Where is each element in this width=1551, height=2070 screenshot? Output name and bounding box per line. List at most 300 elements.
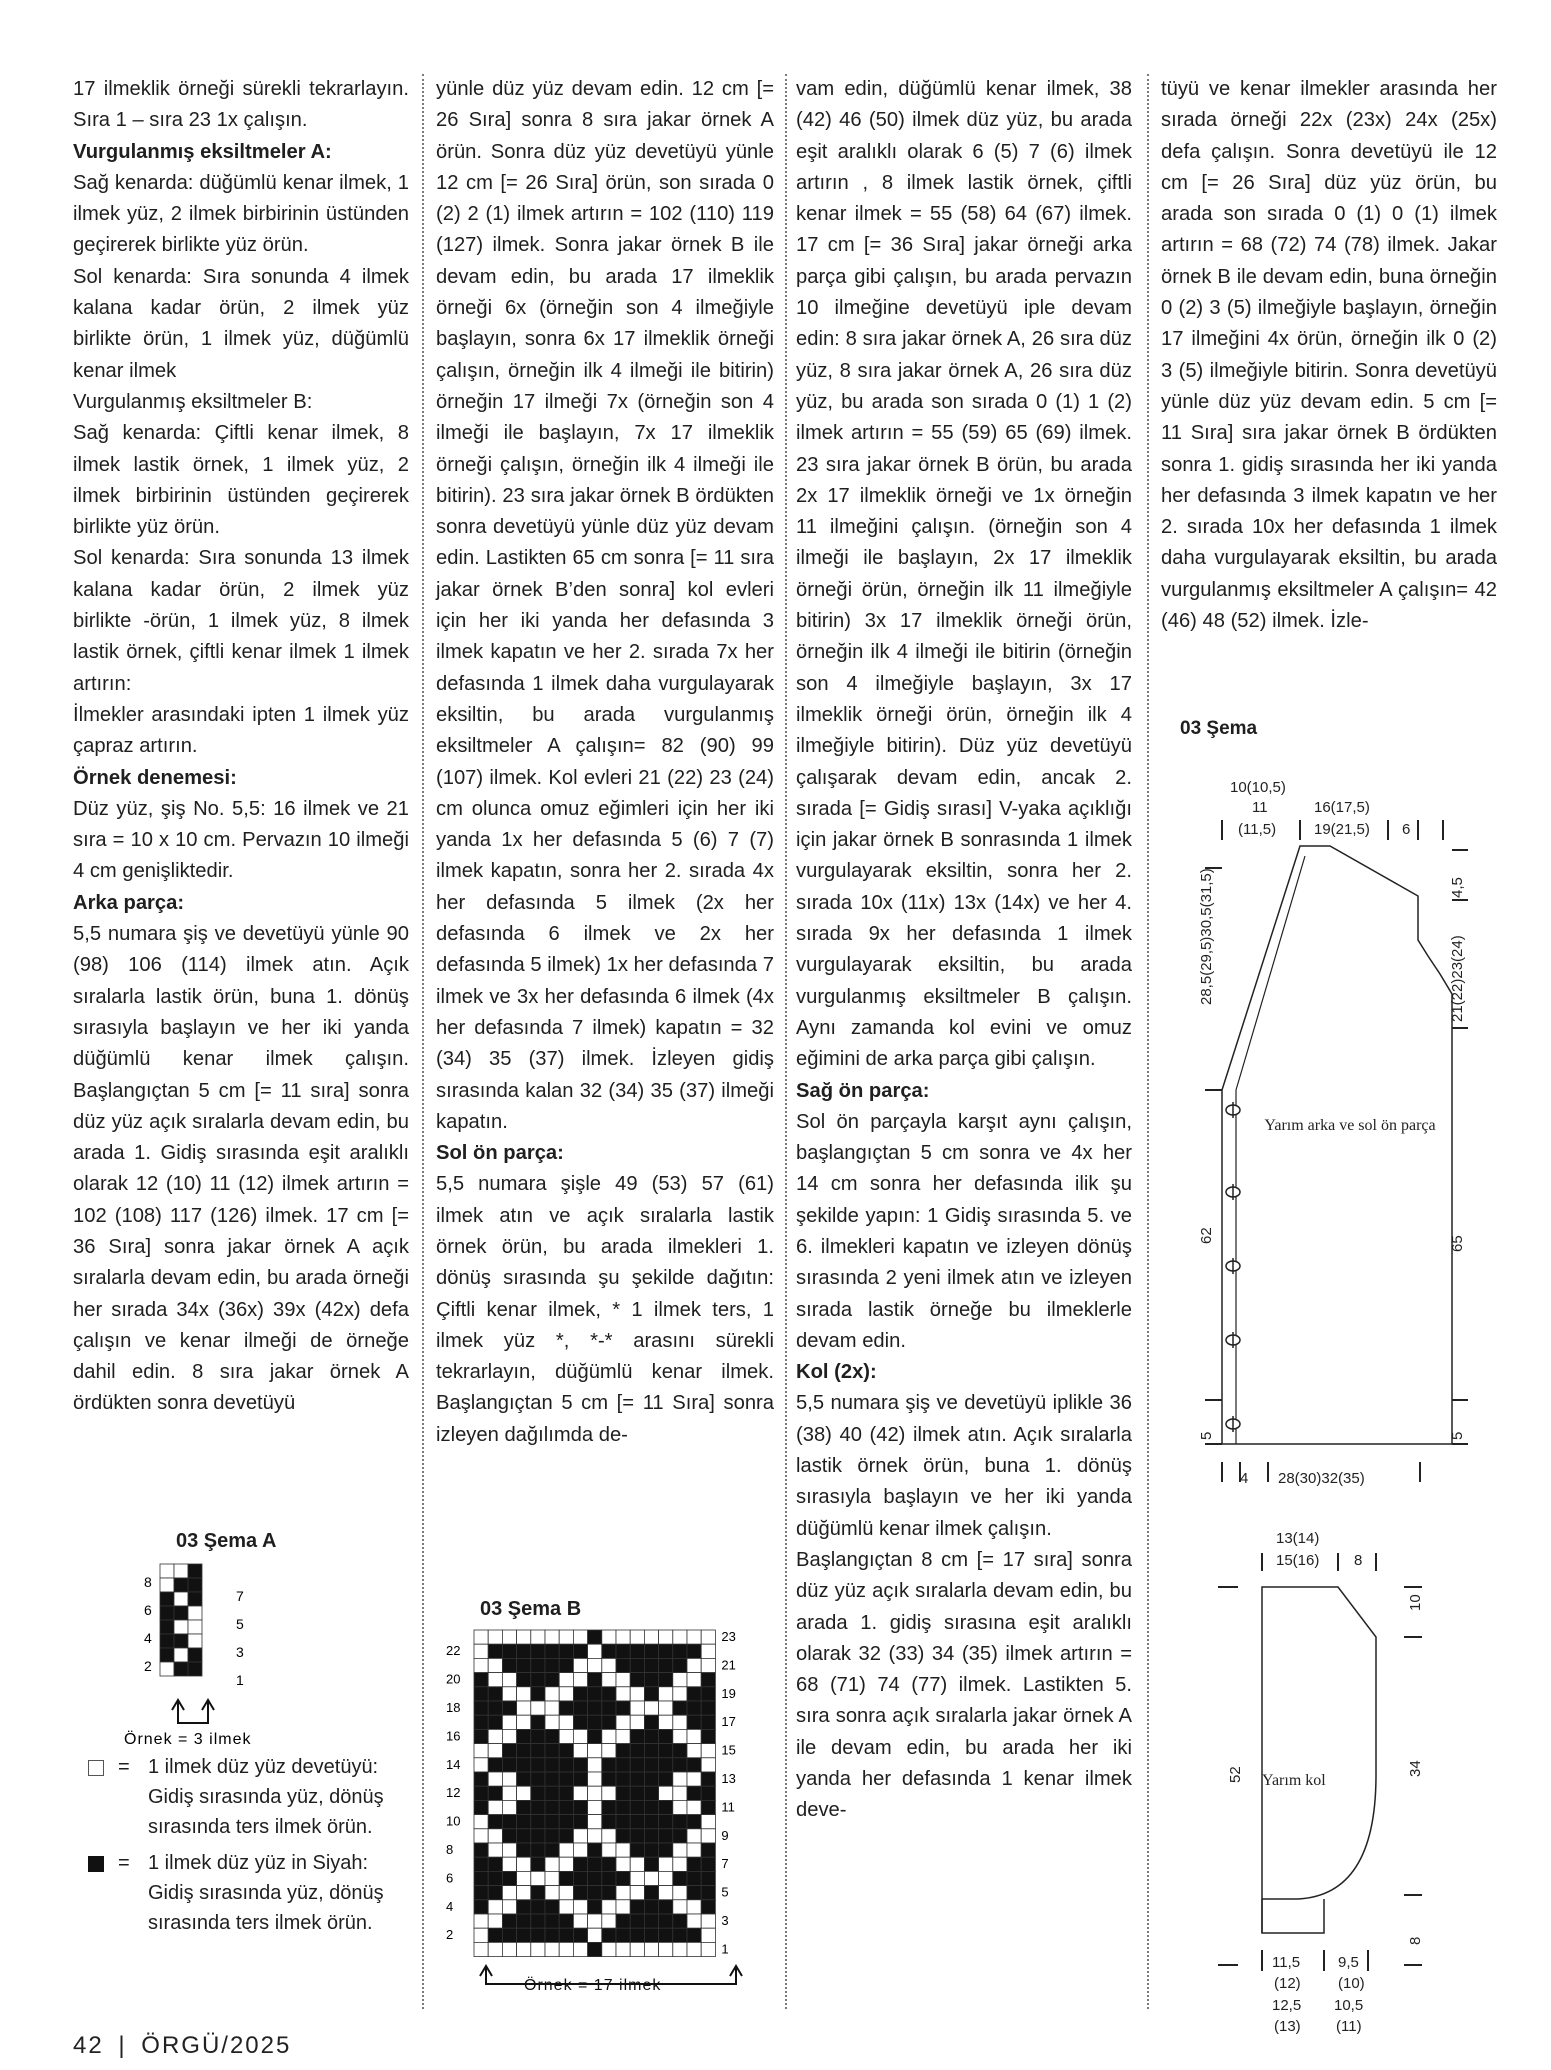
- legend-equals: =: [118, 1852, 130, 1874]
- schema-b-empty-cell: [701, 1744, 715, 1758]
- dim-label: 11: [1252, 799, 1268, 816]
- schema-b-filled-cell: [531, 1786, 545, 1800]
- schema-b-filled-cell: [616, 1914, 630, 1928]
- dim-label: 4: [1240, 1470, 1249, 1487]
- schema-b-filled-cell: [545, 1658, 559, 1672]
- schema-a-filled-cell: [160, 1620, 174, 1634]
- schema-b-empty-cell: [644, 1701, 658, 1715]
- repeat-bracket: [178, 1702, 208, 1723]
- schema-b-filled-cell: [659, 1829, 673, 1843]
- schema-b-filled-cell: [687, 1886, 701, 1900]
- schema-b-empty-cell: [488, 1829, 502, 1843]
- schema-b-empty-cell: [474, 1630, 488, 1644]
- schema-a-empty-cell: [188, 1620, 202, 1634]
- schema-b-empty-cell: [573, 1914, 587, 1928]
- schema-b-filled-cell: [545, 1928, 559, 1942]
- row-number: 10: [446, 1813, 461, 1829]
- schema-b-empty-cell: [502, 1673, 516, 1687]
- schema-b-empty-cell: [616, 1673, 630, 1687]
- schema-b-empty-cell: [588, 1658, 602, 1672]
- schema-b-empty-cell: [616, 1886, 630, 1900]
- schema-b-filled-cell: [502, 1914, 516, 1928]
- schema-b-empty-cell: [502, 1886, 516, 1900]
- schema-a-filled-cell: [174, 1578, 188, 1592]
- schema-b-filled-cell: [488, 1815, 502, 1829]
- schema-b-filled-cell: [474, 1729, 488, 1743]
- schema-b-empty-cell: [588, 1800, 602, 1814]
- schema-b-filled-cell: [616, 1744, 630, 1758]
- schema-b-filled-cell: [573, 1871, 587, 1885]
- schema-b-empty-cell: [573, 1900, 587, 1914]
- schema-b-filled-cell: [517, 1772, 531, 1786]
- schema-b-filled-cell: [630, 1815, 644, 1829]
- dim-label: 34: [1407, 1760, 1424, 1777]
- schema-b-empty-cell: [602, 1843, 616, 1857]
- schema-b-filled-cell: [545, 1800, 559, 1814]
- schema-b-filled-cell: [687, 1715, 701, 1729]
- diagram-label: Yarım kol: [1262, 1772, 1326, 1789]
- schema-b-empty-cell: [701, 1815, 715, 1829]
- schema-b-filled-cell: [559, 1786, 573, 1800]
- schema-b-empty-cell: [531, 1942, 545, 1956]
- paragraph: vam edin, düğümlü kenar ilmek, 38 (42) 46 (50) ilmek düz yüz, bu arada eşit aralıklı olarak 6 (5) 7 (6) ilmek artırın , 8 ilmek lastik örnek, çiftli kenar ilmek = 55 (58) 64 (67) ilmek. 17 cm [= 36 Sıra] jakar örneği arka parça gibi çalışın, bu arada pervazın 10 ilmeğine devetüyü iple devam edin: 8 sıra jakar örnek A, 26 sıra düz yüz, 8 sıra jakar örnek A, 26 sıra düz yüz, bu arada son sırada 0 (1) 1 (2) ilmek artırın = 55 (59) 65 (69) ilmek. 23 sıra jakar örnek B örün, bu arada 2x 17 ilmeklik örneği ve 1x örneğin 11 ilmeğini çalışın. (örneğin son 4 ilmeği ile başlayın, 2x 17 ilmeklik örneği örün, örneğin ilk 11 ilmeğiyle bitirin) 3x 17 ilmeklik örneği örün, örneğin ilk 4 ilmeği ile bitirin (örneğin son 4 ilmeğiyle başlayın, 3x 17 ilmeklik örneği örün, örneğin ilk 4 ilmeğiyle bitirin). Düz yüz devetüyü çalışarak devam edin, ancak 2. sırada [= Gidiş sırası] V-yaka açıklığı için jakar örnek B sonrasında 1 ilmek vurgulayarak eksiltin, sonra her 2. sırada 10x (11x) 13x (14x) ve her 4. sırada 9x her defasında 1 ilmek vurgulayarak eksiltin, bu arada vurgulanmış eksiltmeler B çalışın. Aynı zamanda kol evini ve omuz eğimini de arka parça gibi çalışın.: [796, 78, 1132, 1071]
- schema-b-filled-cell: [488, 1928, 502, 1942]
- column-separator: [422, 74, 424, 2009]
- schema-b-filled-cell: [616, 1815, 630, 1829]
- schema-b-filled-cell: [559, 1815, 573, 1829]
- schema-b-empty-cell: [687, 1843, 701, 1857]
- schema-b-filled-cell: [630, 1758, 644, 1772]
- schema-a-filled-cell: [174, 1662, 188, 1676]
- schema-b-empty-cell: [659, 1715, 673, 1729]
- schema-b-filled-cell: [488, 1644, 502, 1658]
- dim-label: 8: [1407, 1936, 1424, 1945]
- schema-b-filled-cell: [644, 1900, 658, 1914]
- schema-b-empty-cell: [559, 1729, 573, 1743]
- schema-b-empty-cell: [517, 1715, 531, 1729]
- row-number: 16: [446, 1728, 461, 1744]
- schema-b-empty-cell: [502, 1843, 516, 1857]
- row-number: 23: [721, 1629, 736, 1644]
- empty-square-icon: [88, 1760, 104, 1776]
- legend-equals: =: [118, 1756, 130, 1778]
- section-heading: Örnek denemesi:: [73, 766, 237, 789]
- schema-b-filled-cell: [644, 1786, 658, 1800]
- schema-b-filled-cell: [673, 1829, 687, 1843]
- dim-label: 65: [1449, 1235, 1466, 1252]
- dim-label: 8: [1354, 1552, 1363, 1569]
- schema-b-filled-cell: [659, 1644, 673, 1658]
- schema-b-empty-cell: [573, 1744, 587, 1758]
- schema-b-empty-cell: [573, 1630, 587, 1644]
- schema-b-filled-cell: [474, 1900, 488, 1914]
- schema-b-filled-cell: [559, 1658, 573, 1672]
- dim-label: (13): [1274, 2018, 1301, 2035]
- schema-b-filled-cell: [573, 1715, 587, 1729]
- schema-b-empty-cell: [488, 1843, 502, 1857]
- schema-b-empty-cell: [630, 1701, 644, 1715]
- dim-label: 19(21,5): [1314, 821, 1370, 838]
- section-heading: Kol (2x):: [796, 1361, 877, 1384]
- schema-b-empty-cell: [573, 1786, 587, 1800]
- schema-b-empty-cell: [588, 1829, 602, 1843]
- legend-row-empty: [86, 1752, 396, 1842]
- schema-b-filled-cell: [573, 1644, 587, 1658]
- schema-b-filled-cell: [673, 1815, 687, 1829]
- text-column-1: [73, 74, 409, 1420]
- schema-b-filled-cell: [701, 1687, 715, 1701]
- schema-b-empty-cell: [659, 1701, 673, 1715]
- schema-b-filled-cell: [545, 1729, 559, 1743]
- schema-b-empty-cell: [701, 1644, 715, 1658]
- schema-b-filled-cell: [588, 1843, 602, 1857]
- schema-a-filled-cell: [160, 1648, 174, 1662]
- page-footer: [73, 2032, 291, 2060]
- schema-b-filled-cell: [659, 1673, 673, 1687]
- schema-b-filled-cell: [616, 1701, 630, 1715]
- schema-b-empty-cell: [659, 1942, 673, 1956]
- schema-b-filled-cell: [659, 1928, 673, 1942]
- schema-b-filled-cell: [630, 1772, 644, 1786]
- schema-a-empty-cell: [160, 1578, 174, 1592]
- schema-b-empty-cell: [673, 1900, 687, 1914]
- schema-b-filled-cell: [701, 1871, 715, 1885]
- schema-b-filled-cell: [659, 1800, 673, 1814]
- schema-b-empty-cell: [517, 1886, 531, 1900]
- dim-label: 4,5: [1449, 877, 1466, 898]
- schema-b-empty-cell: [659, 1786, 673, 1800]
- paragraph: 17 ilmeklik örneği sürekli tekrarlayın. Sıra 1 – sıra 23 1x çalışın.: [73, 78, 409, 132]
- schema-b-filled-cell: [701, 1900, 715, 1914]
- schema-b-empty-cell: [559, 1942, 573, 1956]
- schema-b-filled-cell: [616, 1658, 630, 1672]
- dim-label: 28(30)32(35): [1278, 1470, 1365, 1487]
- schema-a-filled-cell: [160, 1606, 174, 1620]
- schema-b-empty-cell: [474, 1942, 488, 1956]
- row-number: 9: [721, 1827, 729, 1843]
- schema-b-filled-cell: [588, 1701, 602, 1715]
- schema-b-empty-cell: [474, 1744, 488, 1758]
- schema-b-empty-cell: [588, 1786, 602, 1800]
- schema-b-filled-cell: [474, 1857, 488, 1871]
- schema-b-filled-cell: [545, 1644, 559, 1658]
- schema-b-empty-cell: [559, 1715, 573, 1729]
- row-number: 15: [721, 1742, 736, 1758]
- schema-b-filled-cell: [687, 1687, 701, 1701]
- schema-b-filled-cell: [502, 1758, 516, 1772]
- row-number: 20: [446, 1671, 461, 1687]
- schema-b-filled-cell: [517, 1928, 531, 1942]
- schema-a-filled-cell: [188, 1648, 202, 1662]
- schema-b-filled-cell: [488, 1871, 502, 1885]
- schema-b-empty-cell: [602, 1829, 616, 1843]
- schema-b-filled-cell: [517, 1729, 531, 1743]
- schema-b-filled-cell: [531, 1687, 545, 1701]
- section-heading: Sol ön parça:: [436, 1142, 564, 1165]
- schema-b-empty-cell: [602, 1729, 616, 1743]
- schema-b-filled-cell: [545, 1815, 559, 1829]
- schema-b-empty-cell: [502, 1687, 516, 1701]
- schema-b-empty-cell: [531, 1871, 545, 1885]
- schema-a-empty-cell: [174, 1648, 188, 1662]
- schema-b-filled-cell: [616, 1772, 630, 1786]
- schema-b-empty-cell: [673, 1687, 687, 1701]
- schema-b-filled-cell: [517, 1900, 531, 1914]
- schema-b-filled-cell: [659, 1744, 673, 1758]
- schema-b-filled-cell: [673, 1914, 687, 1928]
- schema-b-filled-cell: [488, 1857, 502, 1871]
- schema-b-filled-cell: [517, 1829, 531, 1843]
- schema-b-empty-cell: [588, 1744, 602, 1758]
- paragraph: Düz yüz, şiş No. 5,5: 16 ilmek ve 21 sıra = 10 x 10 cm. Pervazın 10 ilmeği 4 cm genişliktedir.: [73, 797, 409, 883]
- schema-b-filled-cell: [659, 1658, 673, 1672]
- schema-a-filled-cell: [188, 1564, 202, 1578]
- schema-b-empty-cell: [545, 1701, 559, 1715]
- section-heading: Vurgulanmış eksiltmeler A:: [73, 140, 332, 163]
- schema-b-filled-cell: [630, 1900, 644, 1914]
- dim-label: 9,5: [1338, 1954, 1359, 1971]
- schema-b-filled-cell: [474, 1786, 488, 1800]
- schema-b-filled-cell: [545, 1843, 559, 1857]
- row-number: 1: [721, 1941, 729, 1957]
- section-heading: Arka parça:: [73, 891, 185, 914]
- schema-b-empty-cell: [573, 1673, 587, 1687]
- schema-b-empty-cell: [701, 1758, 715, 1772]
- schema-b-empty-cell: [701, 1942, 715, 1956]
- dim-label: 10,5: [1334, 1997, 1364, 2014]
- schema-b-filled-cell: [630, 1829, 644, 1843]
- footer-separator: |: [118, 2032, 127, 2059]
- schema-b-filled-cell: [474, 1687, 488, 1701]
- schema-b-empty-cell: [687, 1630, 701, 1644]
- schema-b-filled-cell: [630, 1729, 644, 1743]
- schema-b-filled-cell: [701, 1843, 715, 1857]
- dim-label: (10): [1338, 1975, 1365, 1992]
- dim-label: 16(17,5): [1314, 799, 1370, 816]
- schema-b-empty-cell: [602, 1630, 616, 1644]
- schema-b-filled-cell: [659, 1900, 673, 1914]
- schema-b-filled-cell: [545, 1758, 559, 1772]
- dim-label: 13(14): [1276, 1530, 1320, 1547]
- schema-b-empty-cell: [474, 1914, 488, 1928]
- sleeve-schema-diagram: [1210, 1525, 1510, 2035]
- schema-b-empty-cell: [616, 1942, 630, 1956]
- schema-b-filled-cell: [573, 1687, 587, 1701]
- schema-b-filled-cell: [559, 1772, 573, 1786]
- schema-b-empty-cell: [488, 1772, 502, 1786]
- schema-b-empty-cell: [673, 1786, 687, 1800]
- schema-b-filled-cell: [531, 1829, 545, 1843]
- schema-b-empty-cell: [673, 1857, 687, 1871]
- schema-b-filled-cell: [517, 1815, 531, 1829]
- schema-b-filled-cell: [545, 1772, 559, 1786]
- schema-b-empty-cell: [659, 1687, 673, 1701]
- schema-b-filled-cell: [644, 1829, 658, 1843]
- schema-b-filled-cell: [517, 1800, 531, 1814]
- schema-b-filled-cell: [644, 1658, 658, 1672]
- schema-b-empty-cell: [517, 1871, 531, 1885]
- schema-a-filled-cell: [160, 1634, 174, 1648]
- row-number: 3: [721, 1913, 729, 1928]
- schema-b-filled-cell: [531, 1886, 545, 1900]
- schema-b-filled-cell: [701, 1701, 715, 1715]
- schema-b-filled-cell: [602, 1857, 616, 1871]
- schema-b-empty-cell: [517, 1786, 531, 1800]
- row-number: 8: [446, 1842, 454, 1857]
- schema-b-empty-cell: [559, 1630, 573, 1644]
- schema-b-filled-cell: [673, 1744, 687, 1758]
- schema-b-empty-cell: [588, 1644, 602, 1658]
- schema-b-filled-cell: [559, 1701, 573, 1715]
- schema-b-filled-cell: [644, 1673, 658, 1687]
- schema-b-filled-cell: [488, 1715, 502, 1729]
- schema-b-filled-cell: [644, 1715, 658, 1729]
- schema-a-empty-cell: [174, 1592, 188, 1606]
- schema-b-filled-cell: [673, 1871, 687, 1885]
- schema-b-filled-cell: [659, 1772, 673, 1786]
- paragraph: 5,5 numara şiş ve devetüyü yünle 90 (98) 106 (114) ilmek atın. Açık sıralarla lastik örün, buna 1. dönüş sırasıyla başlayın ve her iki yanda düğümlü kenar ilmek çalışın. Başlangıçtan 5 cm [= 11 sıra] sonra düz yüz açık sıralarla devam edin, bu arada 1. Gidiş sırasında eşit aralıklı olarak 12 (10) 11 (12) ilmek artırın = 102 (108) 117 (126) ilmek. 17 cm [= 36 Sıra] sonra jakar örnek A açık sıralarla devam edin, bu arada örneği her sırada 34x (36x) 39x (42x) defa çalışın ve kenar ilmeği de örneğe dahil edin. 8 sıra jakar örnek A ördükten sonra devetüyü: [73, 923, 409, 1415]
- schema-b-filled-cell: [644, 1857, 658, 1871]
- schema-b-chart: [444, 1626, 774, 2006]
- repeat-label: Örnek = 17 ilmek: [524, 1977, 662, 1994]
- schema-b-empty-cell: [687, 1829, 701, 1843]
- schema-b-filled-cell: [616, 1871, 630, 1885]
- schema-b-empty-cell: [616, 1729, 630, 1743]
- schema-b-filled-cell: [630, 1928, 644, 1942]
- schema-b-empty-cell: [517, 1942, 531, 1956]
- schema-b-filled-cell: [644, 1758, 658, 1772]
- schema-b-filled-cell: [602, 1701, 616, 1715]
- dim-label: 15(16): [1276, 1552, 1320, 1569]
- schema-b-filled-cell: [701, 1786, 715, 1800]
- schema-b-filled-cell: [673, 1758, 687, 1772]
- schema-b-filled-cell: [517, 1843, 531, 1857]
- row-number: 19: [721, 1685, 736, 1701]
- row-number: 6: [446, 1870, 454, 1886]
- column-separator: [1147, 74, 1149, 2009]
- schema-b-empty-cell: [559, 1857, 573, 1871]
- schema-b-empty-cell: [588, 1928, 602, 1942]
- schema-b-title: 03 Şema B: [480, 1598, 582, 1620]
- schema-b-filled-cell: [644, 1886, 658, 1900]
- schema-b-filled-cell: [673, 1644, 687, 1658]
- schema-b-filled-cell: [644, 1729, 658, 1743]
- schema-b-filled-cell: [545, 1673, 559, 1687]
- schema-b-empty-cell: [588, 1914, 602, 1928]
- schema-b-empty-cell: [488, 1673, 502, 1687]
- schema-b-filled-cell: [474, 1673, 488, 1687]
- schema-b-empty-cell: [531, 1701, 545, 1715]
- schema-b-empty-cell: [616, 1843, 630, 1857]
- schema-b-filled-cell: [630, 1800, 644, 1814]
- schema-b-filled-cell: [588, 1687, 602, 1701]
- dim-label: 10: [1407, 1594, 1424, 1611]
- paragraph: Sol kenarda: Sıra sonunda 13 ilmek kalana kadar örün, 2 ilmek yüz birlikte -örün, 1 ilmek yüz, 8 ilmek lastik örnek, çiftli kenar ilmek 1 ilmek artırın:: [73, 547, 409, 695]
- schema-b-filled-cell: [474, 1871, 488, 1885]
- schema-b-empty-cell: [687, 1729, 701, 1743]
- schema-b-filled-cell: [502, 1871, 516, 1885]
- schema-b-empty-cell: [630, 1857, 644, 1871]
- schema-b-filled-cell: [701, 1800, 715, 1814]
- schema-b-empty-cell: [687, 1900, 701, 1914]
- schema-b-filled-cell: [644, 1772, 658, 1786]
- schema-b-filled-cell: [517, 1758, 531, 1772]
- schema-b-empty-cell: [588, 1758, 602, 1772]
- row-number: 18: [446, 1700, 461, 1715]
- schema-b-filled-cell: [659, 1815, 673, 1829]
- schema-b-empty-cell: [687, 1800, 701, 1814]
- schema-b-empty-cell: [474, 1815, 488, 1829]
- schema-b-filled-cell: [588, 1886, 602, 1900]
- schema-b-filled-cell: [573, 1701, 587, 1715]
- schema-b-filled-cell: [687, 1871, 701, 1885]
- row-number: 14: [446, 1756, 461, 1772]
- schema-b-filled-cell: [502, 1644, 516, 1658]
- schema-b-filled-cell: [573, 1800, 587, 1814]
- schema-b-empty-cell: [502, 1630, 516, 1644]
- row-number: 17: [721, 1714, 736, 1730]
- schema-b-filled-cell: [559, 1744, 573, 1758]
- schema-b-empty-cell: [616, 1630, 630, 1644]
- schema-b-empty-cell: [474, 1829, 488, 1843]
- schema-b-empty-cell: [673, 1673, 687, 1687]
- schema-b-filled-cell: [588, 1630, 602, 1644]
- schema-b-empty-cell: [673, 1729, 687, 1743]
- schema-b-empty-cell: [687, 1942, 701, 1956]
- schema-b-empty-cell: [545, 1886, 559, 1900]
- schema-b-filled-cell: [588, 1871, 602, 1885]
- schema-b-filled-cell: [644, 1744, 658, 1758]
- schema-b-empty-cell: [701, 1630, 715, 1644]
- schema-b-empty-cell: [673, 1715, 687, 1729]
- schema-b-empty-cell: [517, 1630, 531, 1644]
- schema-b-empty-cell: [517, 1701, 531, 1715]
- schema-a-chart: [124, 1560, 340, 1748]
- paragraph: Sol ön parçayla karşıt aynı çalışın, başlangıçtan 5 cm sonra ve 4x her 14 cm sonra her defasında ilik şu şekilde yapın: 1 Gidiş sırasında 5. ve 6. ilmekleri kapatın ve izleyen dönüş sırasında 2 yeni ilmek atın ve izleyen sırada lastik örneğe bu ilmeklerle devam edin.: [796, 1110, 1132, 1352]
- schema-b-empty-cell: [659, 1886, 673, 1900]
- schema-b-empty-cell: [644, 1630, 658, 1644]
- schema-b-filled-cell: [659, 1843, 673, 1857]
- schema-b-filled-cell: [559, 1928, 573, 1942]
- schema-b-empty-cell: [488, 1800, 502, 1814]
- schema-b-empty-cell: [545, 1715, 559, 1729]
- magazine-issue: ÖRGÜ/2025: [141, 2032, 292, 2059]
- schema-b-filled-cell: [673, 1928, 687, 1942]
- schema-b-empty-cell: [545, 1857, 559, 1871]
- schema-b-empty-cell: [630, 1687, 644, 1701]
- schema-b-filled-cell: [531, 1729, 545, 1743]
- schema-b-empty-cell: [673, 1843, 687, 1857]
- schema-b-filled-cell: [559, 1758, 573, 1772]
- schema-b-filled-cell: [659, 1758, 673, 1772]
- schema-b-empty-cell: [630, 1630, 644, 1644]
- schema-b-filled-cell: [701, 1857, 715, 1871]
- schema-b-filled-cell: [644, 1644, 658, 1658]
- schema-b-filled-cell: [517, 1644, 531, 1658]
- schema-b-filled-cell: [559, 1871, 573, 1885]
- row-number: 1: [236, 1672, 244, 1688]
- schema-b-filled-cell: [488, 1687, 502, 1701]
- schema-b-filled-cell: [701, 1886, 715, 1900]
- schema-b-empty-cell: [559, 1843, 573, 1857]
- schema-a-empty-cell: [188, 1606, 202, 1620]
- schema-b-filled-cell: [531, 1658, 545, 1672]
- schema-b-empty-cell: [488, 1744, 502, 1758]
- schema-a-empty-cell: [174, 1564, 188, 1578]
- dim-label: (11): [1336, 2018, 1362, 2035]
- schema-b-empty-cell: [659, 1857, 673, 1871]
- schema-b-empty-cell: [502, 1715, 516, 1729]
